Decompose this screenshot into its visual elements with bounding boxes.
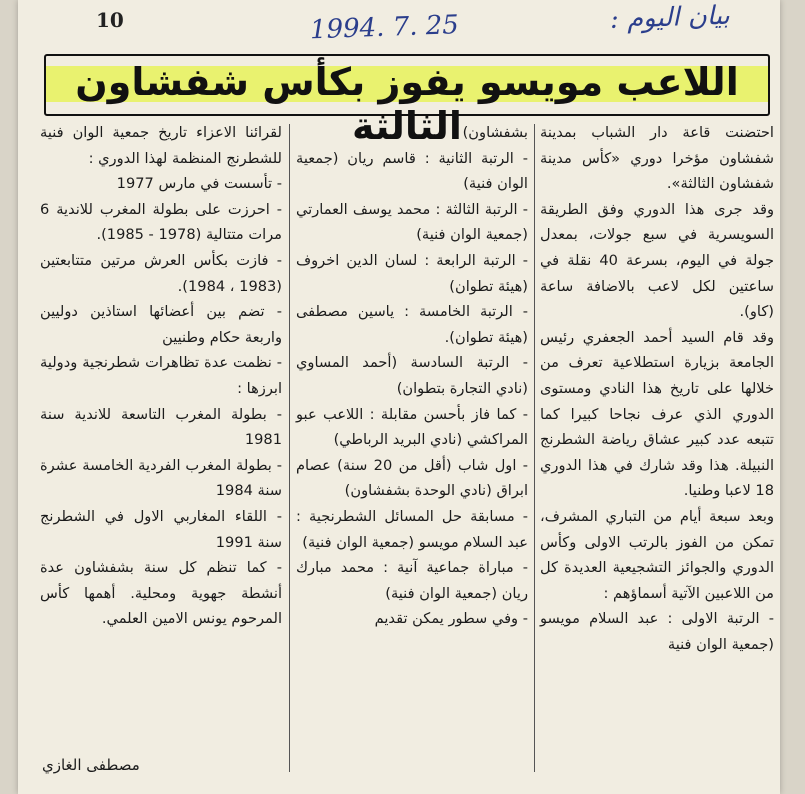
list-item: - مسابقة حل المسائل الشطرنجية : عبد السلام مويسو (جمعية الوان فنية) xyxy=(296,507,528,551)
list-item: - وفي سطور يمكن تقديم xyxy=(374,610,528,628)
paragraph: لقرائنا الاعزاء تاريخ جمعية الوان فنية للشطرنج المنظمة لهذا الدوري : xyxy=(40,124,282,167)
article-column-right xyxy=(540,120,774,657)
list-item: - احرزت على بطولة المغرب للاندية 6 مرات متتالية (1978 - 1985). xyxy=(40,200,282,244)
list-item: - كما تنظم كل سنة بشفشاون عدة أنشطة جهوية ومحلية. أهمها كأس المرحوم يونس الامين العلمي. xyxy=(40,559,282,628)
headline: اللاعب مويسو يفوز بكأس شفشاون الثالثة xyxy=(75,60,739,148)
paragraph: وقد جرى هذا الدوري وفق الطريقة السويسرية في سبع جولات، بمعدل جولة في اليوم، بسرعة 40 نقلة في ساعتين لكل لاعب بالاضافة ساعة (كاو). xyxy=(540,200,774,321)
paragraph: - الرتبة الاولى : عبد السلام مويسو (جمعية الوان فنية xyxy=(540,610,774,653)
handwritten-date: 1994. 7. 25 xyxy=(309,10,460,46)
list-item: - بطولة المغرب الفردية الخامسة عشرة سنة 1984 xyxy=(40,456,282,500)
list-item: - نظمت عدة تظاهرات شطرنجية ودولية ابرزها : xyxy=(40,354,282,397)
list-item: - تضم بين أعضائها استاذين دوليين واربعة حكام وطنيين xyxy=(40,303,282,346)
article-column-middle xyxy=(296,120,528,632)
list-item: - بطولة المغرب التاسعة للاندية سنة 1981 xyxy=(40,405,282,449)
page-number: 10 xyxy=(96,8,124,32)
paragraph: وقد قام السيد أحمد الجعفري رئيس الجامعة بزيارة استطلاعية تعرف من خلالها على تاريخ هذا النادي ومستوى الدوري الذي عرف نجاحا كبيرا كما تتبعه عدد كبير عشاق رياضة الشطرنج النبيلة. هذا وقد شارك في هذا الدوري 18 لاعبا وطنيا. xyxy=(540,328,774,500)
list-item: - الرتبة الخامسة : ياسين مصطفى (هيئة تطوان). xyxy=(296,303,528,346)
paragraph: وبعد سبعة أيام من التباري المشرف، تمكن من الفوز بالرتب الاولى وكأس الدوري والجوائز التشجيعية العديدة كل من اللاعبين الآتية أسماؤهم : xyxy=(540,507,774,602)
column-divider xyxy=(289,124,290,772)
list-item: - فازت بكأس العرش مرتين متتابعتين (1983 ، 1984). xyxy=(40,251,282,295)
list-item: - مباراة جماعية آنية : محمد مبارك ريان (جمعية الوان فنية) xyxy=(296,559,528,602)
list-item: - الرتبة الثانية : قاسم ريان (جمعية الوان فنية) xyxy=(296,149,528,193)
paragraph: احتضنت قاعة دار الشباب بمدينة شفشاون مؤخرا دوري «كأس مدينة شفشاون الثالثة». xyxy=(540,124,774,193)
list-item: - اللقاء المغاربي الاول في الشطرنج سنة 1991 xyxy=(40,507,282,551)
article-column-left xyxy=(40,120,282,632)
list-item: - تأسست في مارس 1977 xyxy=(116,175,282,193)
list-item: - الرتبة الثالثة : محمد يوسف العمارتي (جمعية الوان فنية) xyxy=(296,200,528,244)
list-item: - الرتبة السادسة (أحمد المساوي (نادي التجارة بتطوان) xyxy=(296,354,528,397)
list-item: - كما فاز بأحسن مقابلة : اللاعب عبو المراكشي (نادي البريد الرباطي) xyxy=(296,405,528,449)
author-byline: مصطفى الغازي xyxy=(42,756,140,774)
paragraph: بشفشاون) xyxy=(462,124,528,141)
list-item: - الرتبة الرابعة : لسان الدين اخروف (هيئة تطوان) xyxy=(296,251,528,295)
handwritten-source: بيان اليوم : xyxy=(609,0,731,35)
column-divider xyxy=(534,124,535,772)
list-item: - اول شاب (أقل من 20 سنة) عصام ابراق (نادي الوحدة بشفشاون) xyxy=(296,456,528,500)
